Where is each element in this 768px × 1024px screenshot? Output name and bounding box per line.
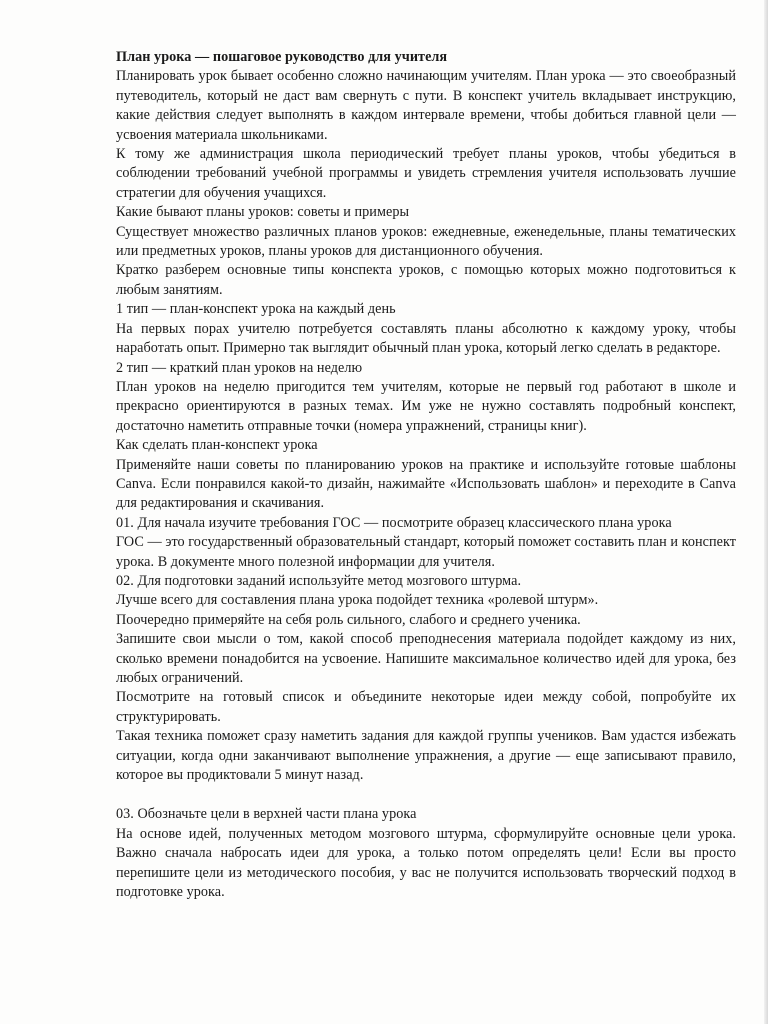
paragraph-structure-ideas: Посмотрите на готовый список и объедините некоторые идеи между собой, попробуйте их структурировать. <box>116 689 736 725</box>
paragraph-step-03: На основе идей, полученных методом мозгового штурма, сформулируйте основные цели урока. Важно сначала набросать идеи для урока, а только потом определять цели! Если вы просто перепишите цели из методического пособия, у вас не получится использовать творческий подход в подготовке урока. <box>116 825 736 901</box>
heading-type-1: 1 тип — план-конспект урока на каждый день <box>116 301 396 318</box>
paragraph-type-2: План уроков на неделю пригодится тем учителям, которые не первый год работают в школе и прекрасно ориентируются в разных темах. Им уже не нужно составлять подробный конспект, достаточно наметить отправные точки (номера упражнений, страницы книг). <box>116 378 736 434</box>
scan-edge-shadow <box>764 0 768 1024</box>
heading-how-to: Как сделать план-конспект урока <box>116 437 318 454</box>
paragraph-technique-benefit: Такая техника поможет сразу наметить задания для каждой группы учеников. Вам удастся избежать ситуации, когда одни заканчивают выполнение упражнения, а другие — еще записывают правило, которое вы продиктовали 5 минут назад. <box>116 728 736 784</box>
paragraph-administration: К тому же администрация школа периодический требует планы уроков, чтобы убедиться в соблюдении требований учебной программы и увидеть стремления учителя использовать лучшие стратегии для обучения учащихся. <box>116 146 736 201</box>
heading-type-2: 2 тип — краткий план уроков на неделю <box>116 359 363 376</box>
paragraph-roles: Поочередно примеряйте на себя роль сильного, слабого и среднего ученика. <box>116 611 581 628</box>
paragraph-type-1: На первых порах учителю потребуется составлять планы абсолютно к каждому уроку, чтобы наработать опыт. Примерно так выглядит обычный план урока, который легко сделать в редакторе. <box>116 320 736 357</box>
heading-step-02: 02. Для подготовки заданий используйте метод мозгового штурма. <box>116 572 522 589</box>
paragraph-how-to: Применяйте наши советы по планированию уроков на практике и используйте готовые шаблоны Canva. Если понравился какой-то дизайн, нажимайте «Использовать шаблон» и переходите в Canva для редактирования и скачивания. <box>116 456 736 512</box>
heading-plan-types: Какие бывают планы уроков: советы и примеры <box>116 204 410 221</box>
heading-step-01: 01. Для начала изучите требования ГОС — посмотрите образец классического плана урока <box>116 514 672 531</box>
paragraph-role-storm: Лучше всего для составления плана урока подойдет техника «ролевой штурм». <box>116 592 599 609</box>
paragraph-types-overview: Кратко разберем основные типы конспекта уроков, с помощью которых можно подготовиться к любым занятиям. <box>116 262 736 298</box>
paragraph-plan-variety: Существует множество различных планов уроков: ежедневные, еженедельные, планы тематических или предметных уроков, планы уроков для дистанционного обучения. <box>116 223 736 260</box>
paragraph-intro: Планировать урок бывает особенно сложно начинающим учителям. План урока — это своеобразный путеводитель, который не даст вам свернуть с пути. В конспект учитель вкладывает инструкцию, какие действия следует выполнять в каждом интервале времени, чтобы добиться главной цели — усвоения материала школьниками. <box>116 68 736 143</box>
document-title: План урока — пошаговое руководство для учителя <box>116 49 448 65</box>
document-body <box>116 48 736 902</box>
paragraph-write-ideas: Запишите свои мысли о том, какой способ преподнесения материала подойдет каждому из них, сколько времени понадобится на усвоение. Напишите максимальное количество идей для урока, без любых ограничений. <box>116 631 736 686</box>
paragraph-gap <box>116 785 736 805</box>
paragraph-step-01: ГОС — это государственный образовательный стандарт, который поможет составить план и конспект урока. В документе много полезной информации для учителя. <box>116 534 736 570</box>
heading-step-03: 03. Обозначьте цели в верхней части плана урока <box>116 806 417 823</box>
